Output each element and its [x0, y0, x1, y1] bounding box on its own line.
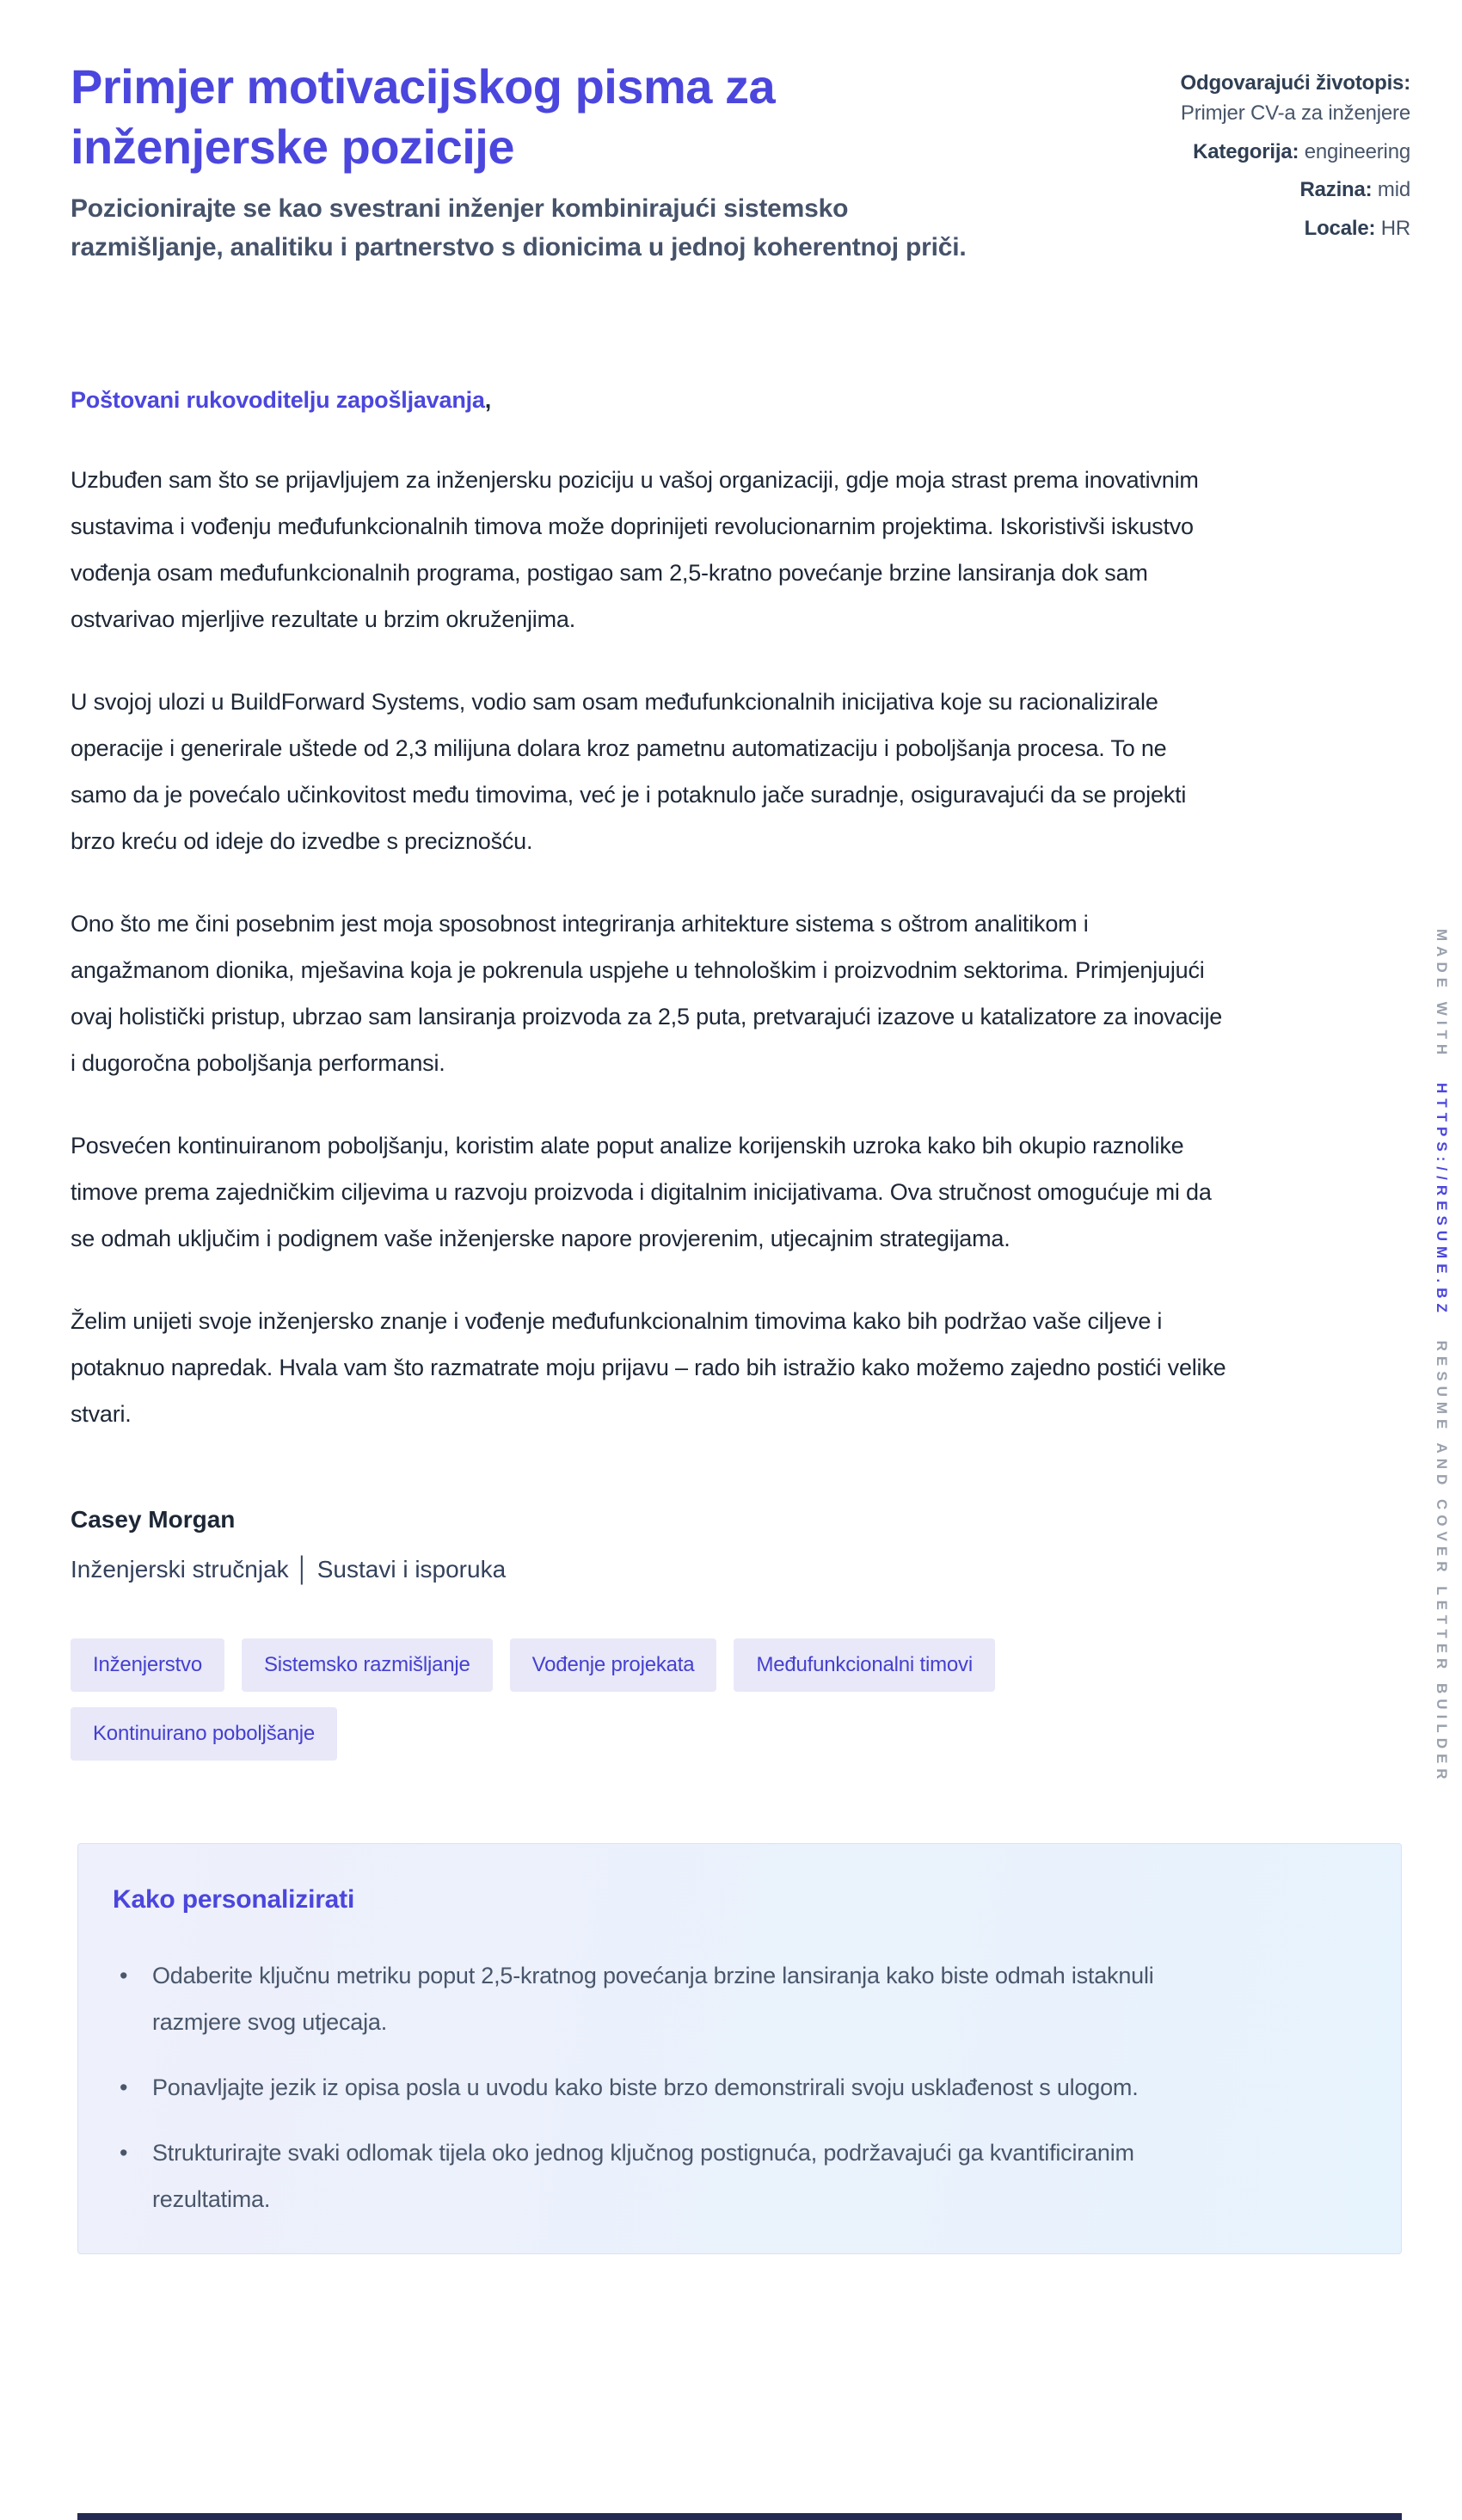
letter-paragraph-1: Uzbuđen sam što se prijavljujem za inženjersku poziciju u vašoj organizaciji, gdje moja strast prema inovativnim sustavima i vođenju međufunkcionalnih timova može doprinijeti revolucionarnim projektima. Iskoristivši iskustvo vođenja osam međufunkcionalnih programa, postigao sam 2,5-kratno povećanje brzine lansiranja dok sam ostvarivao mjerljive rezultate u brzim okruženjima.	[71, 467, 1199, 632]
greeting	[71, 387, 1227, 414]
meta-row-level	[1154, 175, 1410, 206]
meta-row-matching-resume	[1154, 69, 1410, 129]
personalization-tips-box	[77, 1843, 1402, 2254]
footer-bar	[77, 2513, 1402, 2520]
meta-label-matching-resume: Odgovarajući životopis:	[1180, 71, 1410, 95]
tag-pill-systems-thinking: Sistemsko razmišljanje	[242, 1638, 493, 1692]
tag-pill-cross-functional-teams: Međufunkcionalni timovi	[734, 1638, 995, 1692]
tag-pill-continuous-improvement: Kontinuirano poboljšanje	[71, 1707, 337, 1761]
greeting-comma: ,	[484, 387, 492, 413]
header	[71, 57, 1410, 267]
meta-panel	[1154, 57, 1410, 253]
meta-value-locale: HR	[1380, 217, 1410, 241]
tips-list	[113, 1952, 1367, 2222]
letter-body	[71, 387, 1227, 1583]
tag-pill-engineering: Inženjerstvo	[71, 1638, 224, 1692]
watermark-vertical	[1433, 929, 1450, 1785]
meta-row-category	[1154, 138, 1410, 168]
meta-value-category: engineering	[1304, 139, 1410, 163]
tip-item-structure: • Strukturirajte svaki odlomak tijela oko jednog ključnog postignuća, podržavajući ga kvantificiranim rezultatima.	[113, 2130, 1222, 2222]
page-subtitle: Pozicionirajte se kao svestrani inženjer kombinirajući sistemsko razmišljanje, analitiku i partnerstvo s dionicima u jednoj koherentnoj priči.	[71, 194, 967, 261]
header-title-block	[71, 57, 1154, 267]
meta-value-level: mid	[1377, 178, 1410, 202]
letter-paragraph-3: Ono što me čini posebnim jest moja sposobnost integriranja arhitekture sistema s oštrom analitikom i angažmanom dionika, mješavina koja je pokrenula uspjehe u tehnološkim i proizvodnim sektorima. Primjenjujući ovaj holistički pristup, ubrzao sam lansiranja proizvoda za 2,5 puta, pretvarajući izazove u katalizatore za inovacije i dugoročna poboljšanja performansi.	[71, 911, 1223, 1076]
tip-item-job-language: • Ponavljajte jezik iz opisa posla u uvodu kako biste brzo demonstrirali svoju usklađenost s ulogom.	[113, 2064, 1222, 2111]
watermark-builder-text: RESUME AND COVER LETTER BUILDER	[1434, 1340, 1450, 1785]
meta-label-locale: Locale:	[1304, 217, 1376, 241]
tip-item-metric: • Odaberite ključnu metriku poput 2,5-kratnog povećanja brzine lansiranja kako biste odmah istaknuli razmjere svog utjecaja.	[113, 1952, 1222, 2045]
watermark-made-with: MADE WITH	[1434, 929, 1450, 1060]
letter-paragraph-4: Posvećen kontinuiranom poboljšanju, koristim alate poput analize korijenskih uzroka kako bih okupio raznolike timove prema zajedničkim ciljevima u razvoju proizvoda i digitalnim inicijativama. Ova stručnost omogućuje mi da se odmah uključim i podignem vaše inženjerske napore provjerenim, utjecajnim strategijama.	[71, 1133, 1212, 1251]
watermark-site-link[interactable]: HTTPS://RESUME.BZ	[1434, 1082, 1450, 1318]
page-title: Primjer motivacijskog pisma za inženjerske pozicije	[71, 59, 776, 174]
meta-label-category: Kategorija:	[1193, 139, 1299, 163]
meta-label-level: Razina:	[1299, 178, 1373, 202]
tips-heading: Kako personalizirati	[113, 1885, 355, 1914]
tag-pill-project-leadership: Vođenje projekata	[510, 1638, 717, 1692]
meta-value-matching-resume: Primjer CV-a za inženjere	[1180, 101, 1410, 125]
meta-row-locale	[1154, 214, 1410, 244]
letter-paragraph-2: U svojoj ulozi u BuildForward Systems, vodio sam osam međufunkcionalnih inicijativa koje su racionalizirale operacije i generirale uštede od 2,3 milijuna dolara kroz pametnu automatizaciju i poboljšanja procesa. To ne samo da je povećalo učinkovitost među timovima, već je i potaknulo jače suradnje, osiguravajući da se projekti brzo kreću od ideje do izvedbe s preciznošću.	[71, 689, 1187, 854]
letter-paragraph-5: Želim unijeti svoje inženjersko znanje i vođenje međufunkcionalnim timovima kako bih podržao vaše ciljeve i potaknuo napredak. Hvala vam što razmatrate moju prijavu – rado bih istražio kako možemo zajedno postići velike stvari.	[71, 1308, 1226, 1427]
greeting-text: Poštovani rukovoditelju zapošljavanja	[71, 387, 485, 413]
tag-list	[71, 1638, 1223, 1761]
signature-name: Casey Morgan	[71, 1506, 236, 1533]
signature-role: Inženjerski stručnjak │ Sustavi i isporuka	[71, 1556, 507, 1583]
